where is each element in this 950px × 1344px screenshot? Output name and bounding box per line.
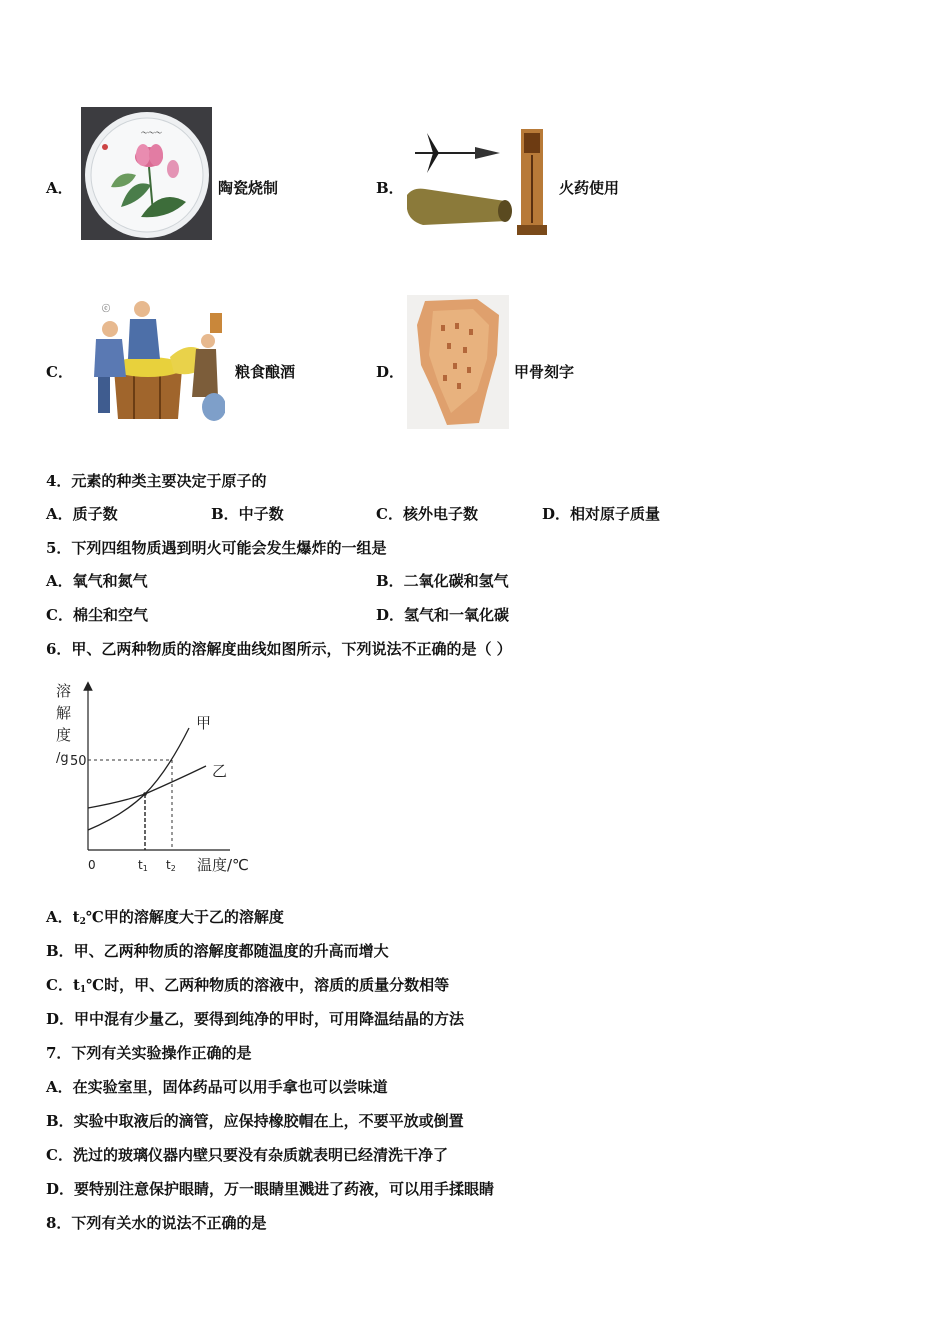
x-tick-t2: t2: [166, 858, 176, 873]
q4-option-c: C．核外电子数: [376, 505, 478, 523]
q5-option-d: D．氢气和一氧化碳: [376, 606, 510, 624]
q4-option-a: A．质子数: [46, 505, 118, 523]
gunpowder-weapons-icon: [405, 125, 555, 241]
porcelain-plate-icon: [81, 107, 212, 240]
intersection-point: [143, 792, 147, 796]
q7-option-b: B．实验中取液后的滴管，应保持橡胶帽在上，不要平放或倒置: [46, 1112, 464, 1130]
q7-option-a: A．在实验室里，固体药品可以用手拿也可以尝味道: [46, 1078, 388, 1096]
y-label-char-2: 解: [56, 704, 72, 722]
q5-option-a: A．氧气和氮气: [46, 572, 148, 590]
series-yi-curve: [88, 766, 206, 808]
option-d-letter: D．: [376, 363, 405, 381]
q6-option-b: B．甲、乙两种物质的溶解度都随温度的升高而增大: [46, 942, 389, 960]
x-axis-label: 温度/℃: [197, 856, 249, 874]
q7-option-d: D．要特别注意保护眼睛，万一眼睛里溅进了药液，可以用手揉眼睛: [46, 1180, 495, 1198]
question-7-stem: 7．下列有关实验操作正确的是: [46, 1044, 252, 1062]
q5-option-c: C．棉尘和空气: [46, 606, 148, 624]
y-label-char-1: 溶: [56, 682, 72, 700]
question-4-stem: 4．元素的种类主要决定于原子的: [46, 472, 267, 490]
option-a-label: 陶瓷烧制: [218, 179, 279, 197]
q6-option-c: C．$t_1℃$时，甲、乙两种物质的溶液中，溶质的质量分数相等: [46, 976, 450, 995]
option-c-label: 粮食酿酒: [235, 363, 296, 381]
question-8-stem: 8．下列有关水的说法不正确的是: [46, 1214, 267, 1232]
q4-option-b: B．中子数: [211, 505, 284, 523]
question-5-stem: 5．下列四组物质遇到明火可能会发生爆炸的一组是: [46, 539, 387, 557]
option-a-letter: A．: [46, 179, 73, 197]
q5-option-b: B．二氧化碳和氢气: [376, 572, 509, 590]
brewing-workers-icon: [82, 297, 225, 427]
series-jia-label: 甲: [196, 714, 212, 732]
option-c-letter: C．: [46, 363, 73, 381]
solubility-chart: [52, 676, 262, 876]
x-origin-label: 0: [88, 858, 96, 872]
q6-option-d: D．甲中混有少量乙，要得到纯净的甲时，可用降温结晶的方法: [46, 1010, 465, 1028]
oracle-bone-icon: [407, 295, 509, 429]
series-yi-label: 乙: [212, 762, 228, 780]
q4-option-d: D．相对原子质量: [542, 505, 661, 523]
svg-text:〜〜〜: 〜〜〜: [141, 128, 162, 137]
y-tick-50: 50: [70, 754, 87, 769]
option-b-letter: B．: [376, 179, 404, 197]
q6-option-a: A．$t_2℃$甲的溶解度大于乙的溶解度: [46, 908, 284, 927]
series-jia-curve: [88, 728, 189, 830]
question-6-stem: 6．甲、乙两种物质的溶解度曲线如图所示，下列说法不正确的是（ ）: [46, 640, 512, 658]
y-label-char-4: /g: [56, 751, 69, 766]
option-d-label: 甲骨刻字: [514, 363, 575, 381]
x-tick-t1: t1: [138, 858, 148, 873]
y-label-char-3: 度: [56, 726, 72, 744]
q7-option-c: C．洗过的玻璃仪器内壁只要没有杂质就表明已经清洗干净了: [46, 1146, 448, 1164]
option-b-label: 火药使用: [559, 179, 620, 197]
svg-text:ⓒ: ⓒ: [102, 303, 110, 313]
